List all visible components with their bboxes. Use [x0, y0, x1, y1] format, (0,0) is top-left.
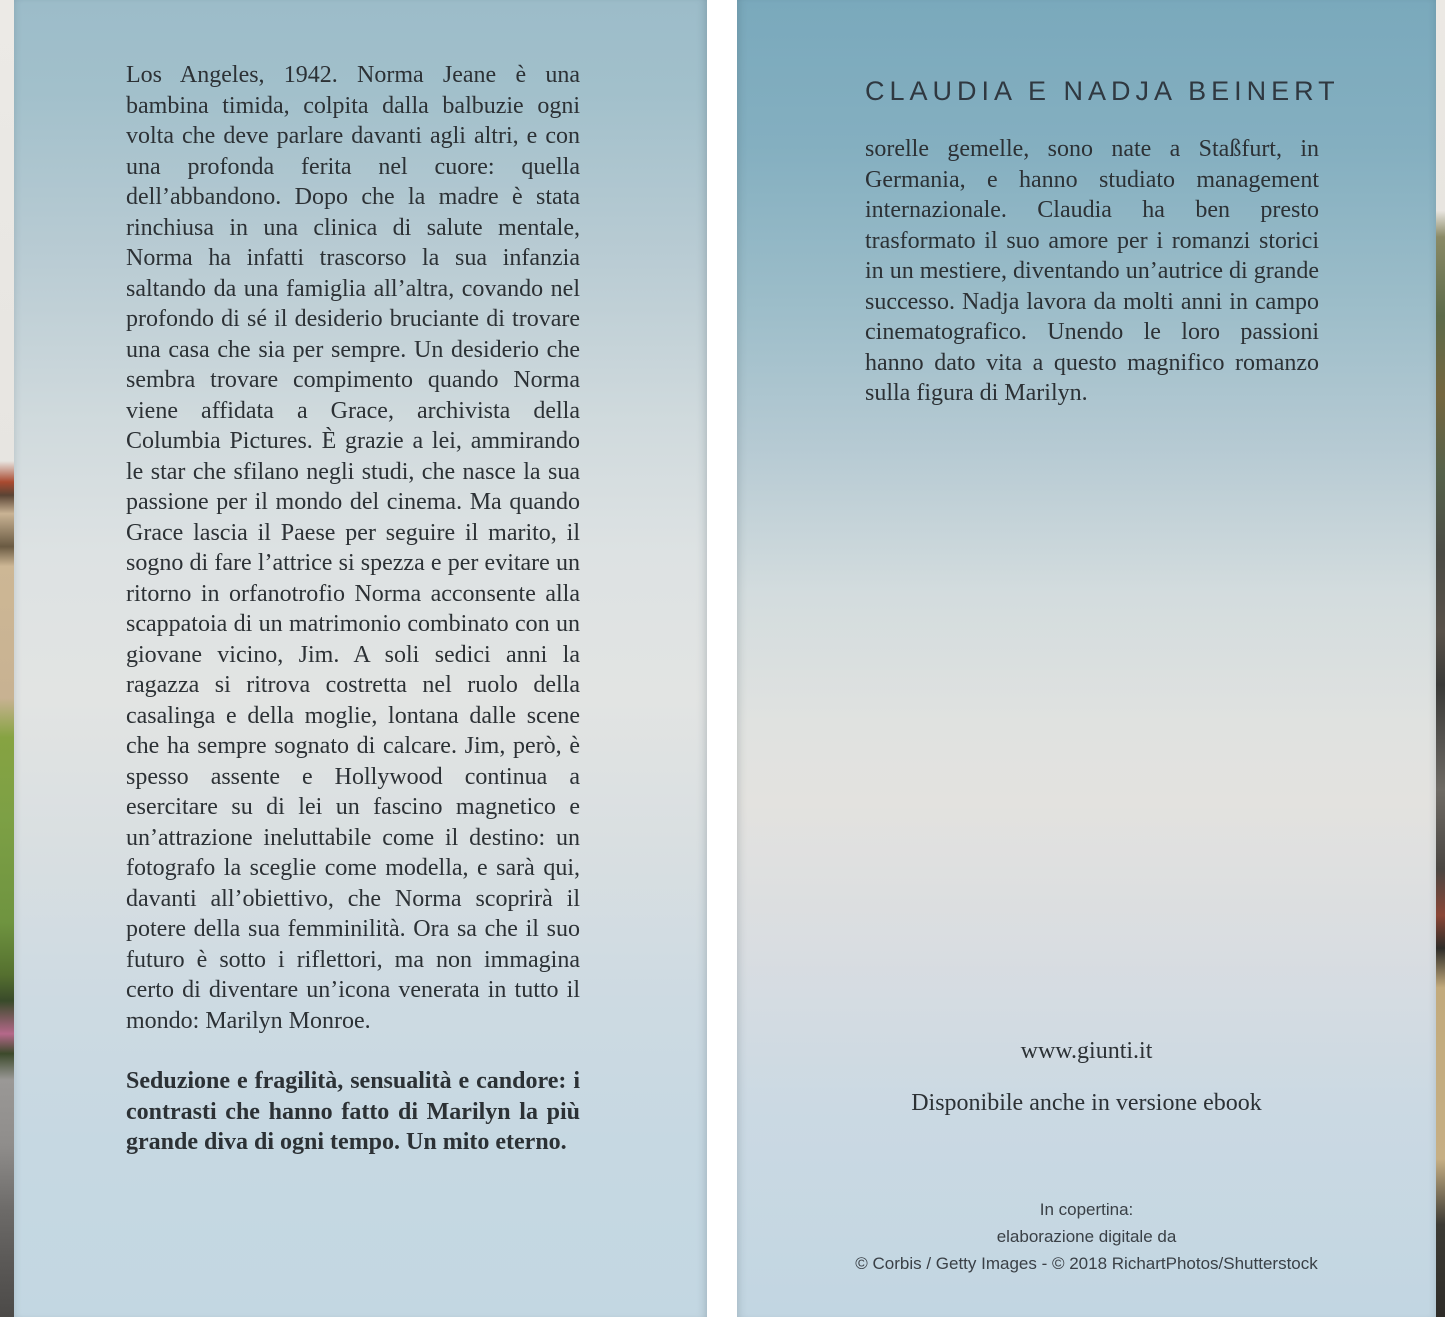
- authors-heading: CLAUDIA E NADJA BEINERT: [865, 76, 1340, 106]
- cover-photo-sliver-right: [1436, 0, 1445, 1317]
- cover-credit-line-2: elaborazione digitale da: [996, 1227, 1177, 1246]
- ebook-availability-note: Disponibile anche in versione ebook: [911, 1090, 1262, 1116]
- cover-credit-line-1: In copertina:: [1039, 1200, 1134, 1219]
- authors-bio-block: [865, 134, 1319, 409]
- tagline-text: Seduzione e fragilità, sensualità e candore: i contrasti che hanno fatto di Marilyn la più grande diva di ogni tempo. Un mito eterno.: [126, 1068, 580, 1155]
- cover-photo-sliver-left: [0, 0, 14, 1317]
- publisher-website: www.giunti.it: [1020, 1038, 1153, 1064]
- front-flap: [14, 0, 707, 1317]
- authors-bio-text: sorelle gemelle, sono nate a Staßfurt, in Germania, e hanno studiato management internazionale. Claudia ha ben presto trasformato il suo amore per i romanzi storici in un mestiere, diventando un’autrice di grande successo. Nadja lavora da molti anni in campo cinematografico. Unendo le loro passioni hanno dato vita a questo magnifico romanzo sulla figura di Marilyn.: [865, 136, 1319, 406]
- synopsis-block: [126, 60, 580, 1158]
- cover-credits: [737, 1196, 1436, 1277]
- back-flap: [737, 0, 1436, 1317]
- cover-credit-line-3: © Corbis / Getty Images - © 2018 RichartPhotos/Shutterstock: [855, 1254, 1318, 1273]
- synopsis-text: Los Angeles, 1942. Norma Jeane è una bambina timida, colpita dalla balbuzie ogni volta che deve parlare davanti agli altri, e con una profonda ferita nel cuore: quella dell’abbandono. Dopo che la madre è stata rinchiusa in una clinica di salute mentale, Norma ha infatti trascorso la sua infanzia saltando da una famiglia all’altra, covando nel profondo di sé il desiderio bruciante di trovare una casa che sia per sempre. Un desiderio che sembra trovare compimento quando Norma viene affidata a Grace, archivista della Columbia Pictures. È grazie a lei, ammirando le star che sfilano negli studi, che nasce la sua passione per il mondo del cinema. Ma quando Grace lascia il Paese per seguire il marito, il sogno di fare l’attrice si spezza e per evitare un ritorno in orfanotrofio Norma acconsente alla scappatoia di un matrimonio combinato con un giovane vicino, Jim. A soli sedici anni la ragazza si ritrova costretta nel ruolo della casalinga e della moglie, lontana dalle scene che ha sempre sognato di calcare. Jim, però, è spesso assente e Hollywood continua a esercitare su di lei un fascino magnetico e un’attrazione ineluttabile come il destino: un fotografo la sceglie come modella, e sarà qui, davanti all’obiettivo, che Norma scoprirà il potere della sua femminilità. Ora sa che il suo futuro è sotto i riflettori, ma non immagina certo di diventare un’icona venerata in tutto il mondo: Marilyn Monroe.: [126, 62, 580, 1034]
